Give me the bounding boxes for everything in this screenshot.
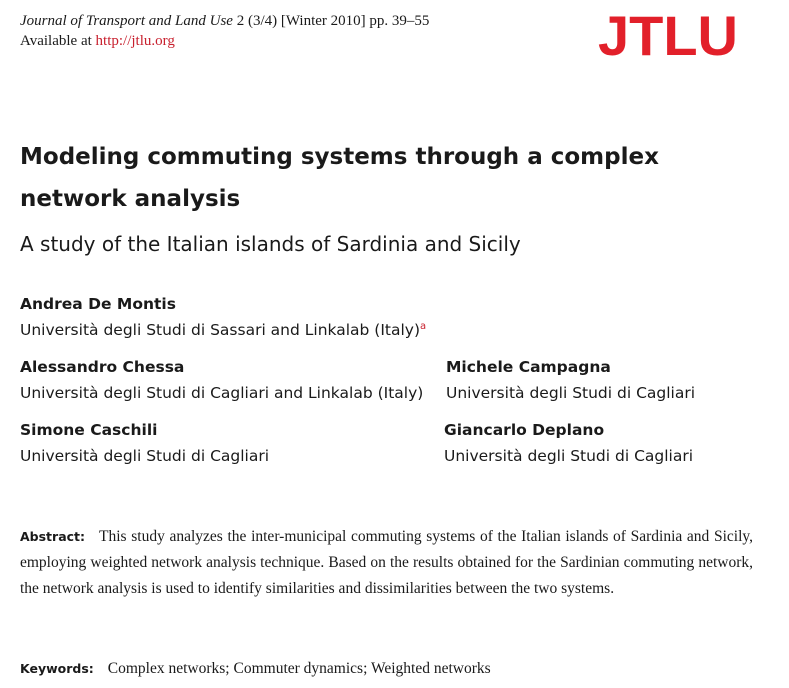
author-block: [446, 354, 695, 406]
jtlu-logo: JTLU: [598, 4, 738, 67]
affiliation-text: Università degli Studi di Sassari and Linkalab (Italy): [20, 321, 421, 339]
author-block: [444, 417, 693, 469]
keywords-text: Complex networks; Commuter dynamics; Weighted networks: [107, 660, 491, 677]
abstract-label: Abstract:: [20, 529, 86, 544]
author-name: Simone Caschili: [20, 421, 158, 439]
article-title: Modeling commuting systems through a complex network analysis: [20, 144, 659, 212]
author-name: Giancarlo Deplano: [444, 421, 605, 439]
journal-citation: [20, 11, 429, 31]
abstract-text: This study analyzes the inter-municipal commuting systems of the Italian islands of Sardinia and Sicily, employing weighted network analysis technique. Based on the results obtained for the Sardinian commuting network, the network analysis is used to identify similarities and dissimilarities between the two systems.: [20, 528, 753, 597]
author-affiliation: Università degli Studi di Cagliari: [446, 384, 696, 402]
author-affiliation: Università degli Studi di Cagliari: [20, 447, 270, 465]
author-block: [20, 354, 423, 406]
citation-details: 2 (3/4) [Winter 2010] pp. 39–55: [232, 13, 430, 29]
author-affiliation: Università degli Studi di Cagliari: [444, 447, 694, 465]
keywords-label: Keywords:: [20, 661, 94, 676]
author-name: Andrea De Montis: [20, 295, 176, 313]
abstract-paragraph: [20, 524, 753, 602]
available-prefix: Available at: [20, 33, 96, 49]
journal-link[interactable]: http://jtlu.org: [95, 33, 175, 49]
article-subtitle: A study of the Italian islands of Sardinia and Sicily: [20, 232, 521, 256]
availability-line: [20, 31, 175, 51]
author-block: [20, 291, 426, 343]
author-name: Alessandro Chessa: [20, 358, 185, 376]
author-affiliation: Università degli Studi di Cagliari and Linkalab (Italy): [20, 384, 424, 402]
journal-name: Journal of Transport and Land Use: [20, 13, 233, 29]
footnote-marker[interactable]: a: [420, 320, 427, 332]
keywords-line: [20, 656, 491, 682]
author-block: [20, 417, 269, 469]
author-name: Michele Campagna: [446, 358, 611, 376]
author-affiliation: [20, 317, 426, 343]
